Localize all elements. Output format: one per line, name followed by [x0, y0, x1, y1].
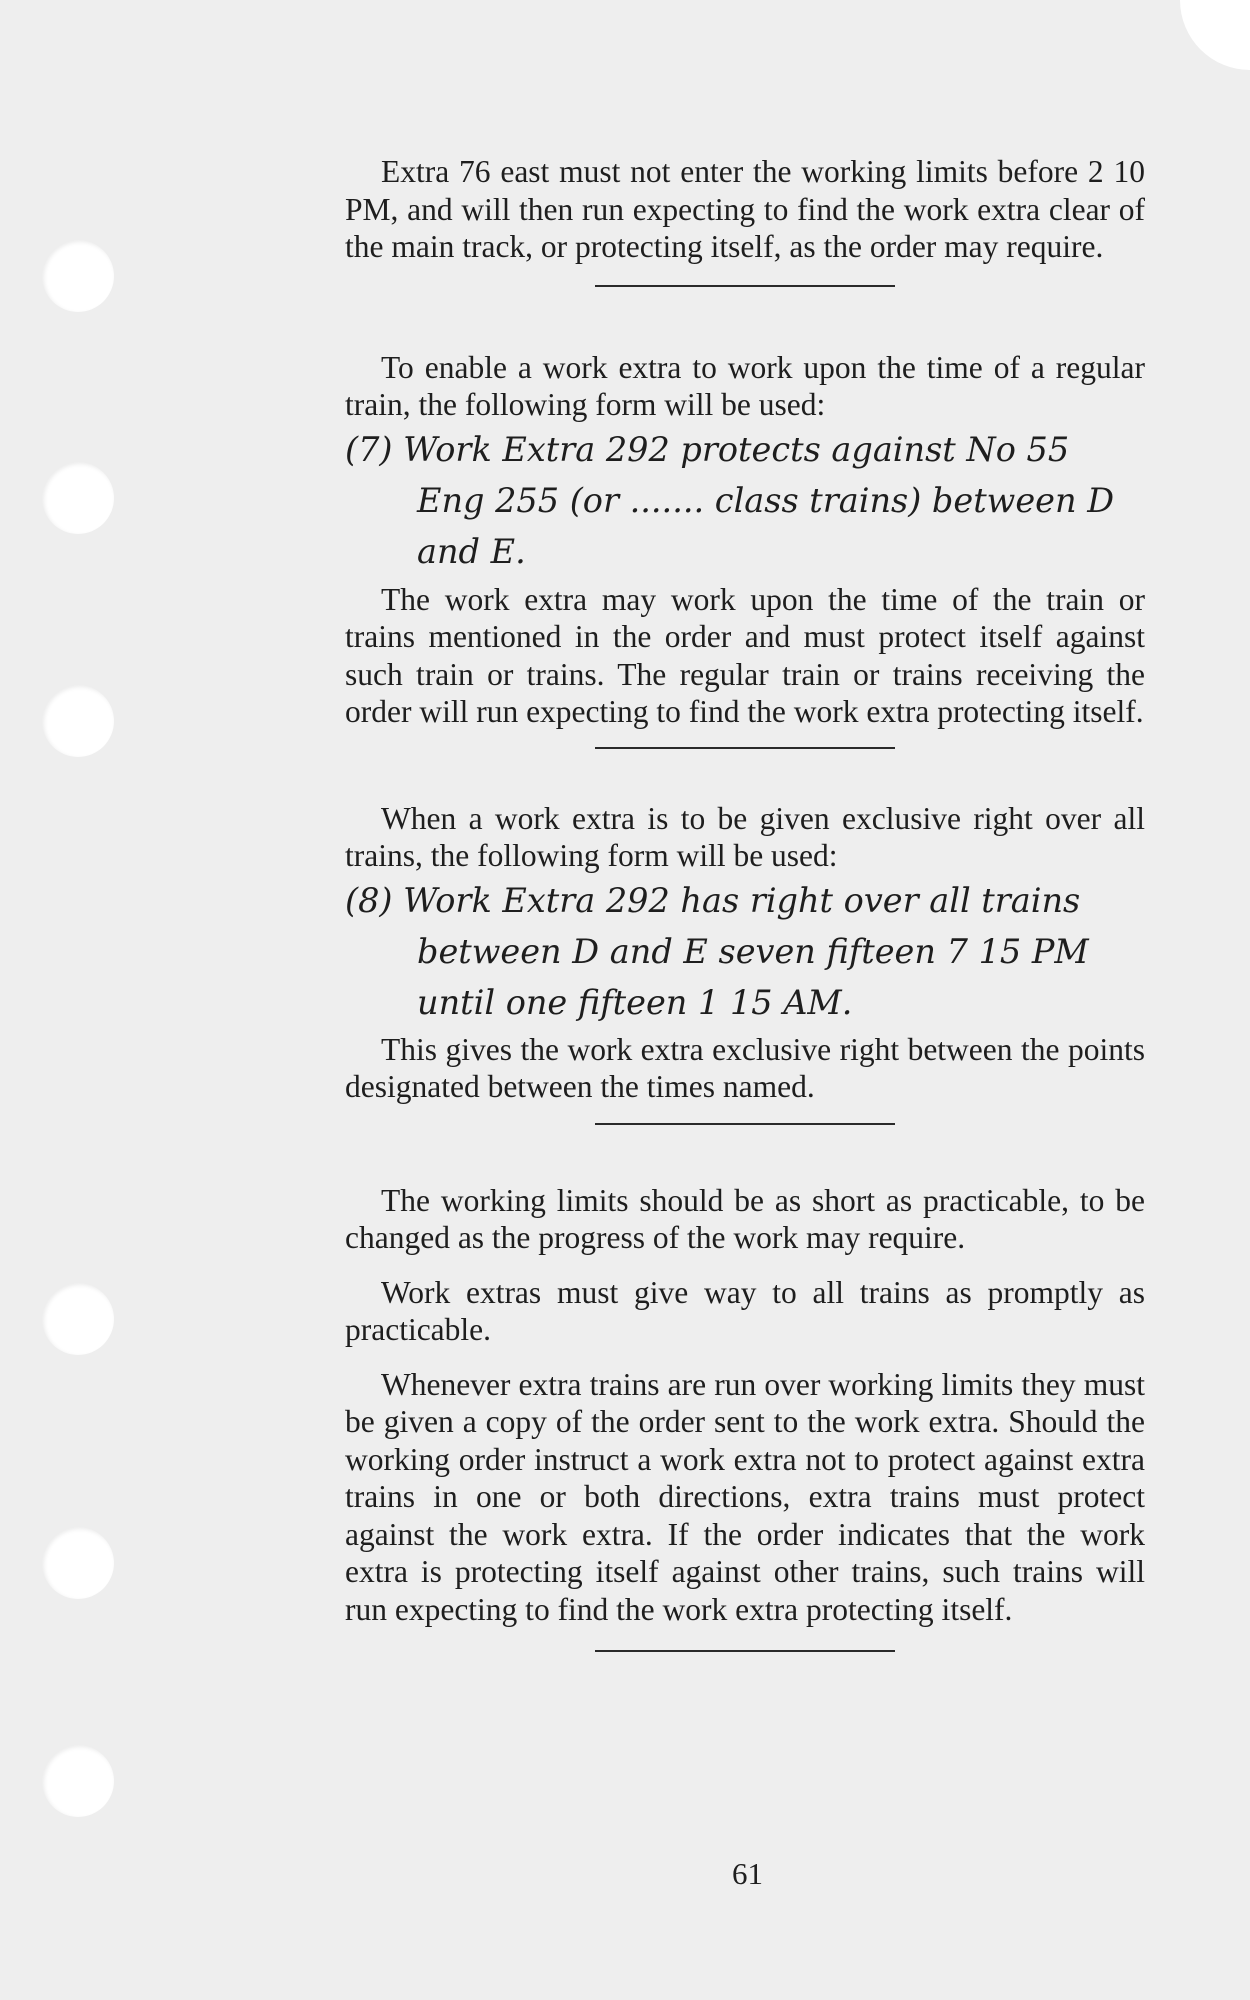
- paragraph-work-extra-regular-train: To enable a work extra to work upon the time of a regular train, the following form will be used:: [345, 349, 1145, 422]
- paragraph-exclusive-right-meaning: This gives the work extra exclusive right between the points designated between the times named.: [345, 1031, 1145, 1104]
- binder-hole: [42, 1527, 114, 1599]
- paragraph-work-extra-time: The work extra may work upon the time of the train or trains mentioned in the order and must protect itself against such train or trains. The regular train or trains receiving the order will run expecting to find the work extra protecting itself.: [345, 581, 1145, 729]
- binder-hole: [42, 1745, 114, 1817]
- paragraph-working-limits: The working limits should be as short as practicable, to be changed as the progress of the work may require.: [345, 1182, 1145, 1255]
- binder-hole: [42, 1283, 114, 1355]
- paragraph-give-way: Work extras must give way to all trains as promptly as practicable.: [345, 1274, 1145, 1347]
- order-form-8: (8) Work Extra 292 has right over all trains between D and E seven fifteen 7 15 PM until one fifteen 1 15 AM.: [345, 880, 1089, 1022]
- order-form-7: (7) Work Extra 292 protects against No 55 Eng 255 (or ....... class trains) between D and E.: [345, 429, 1115, 571]
- section-divider: [595, 1123, 895, 1125]
- binder-hole: [42, 685, 114, 757]
- page-body: [345, 150, 1145, 1652]
- paragraph-exclusive-right: When a work extra is to be given exclusive right over all trains, the following form will be used:: [345, 800, 1145, 873]
- binder-hole: [42, 462, 114, 534]
- binder-hole: [42, 240, 114, 312]
- page-corner-cut: [1180, 0, 1250, 70]
- page-number: 61: [732, 1856, 763, 1891]
- paragraph-extra-trains-copy: Whenever extra trains are run over working limits they must be given a copy of the order sent to the work extra. Should the working order instruct a work extra not to protect against extra trains in one or both directions, extra trains must protect against the work extra. If the order indicates that the work extra is protecting itself against other trains, such trains will run expecting to find the work extra protecting itself.: [345, 1366, 1145, 1627]
- section-divider: [595, 747, 895, 749]
- section-divider: [595, 285, 895, 287]
- section-divider: [595, 1650, 895, 1652]
- paragraph-extra-76: Extra 76 east must not enter the working limits before 2 10 PM, and will then run expecting to find the work extra clear of the main track, or protecting itself, as the order may require.: [345, 154, 1145, 264]
